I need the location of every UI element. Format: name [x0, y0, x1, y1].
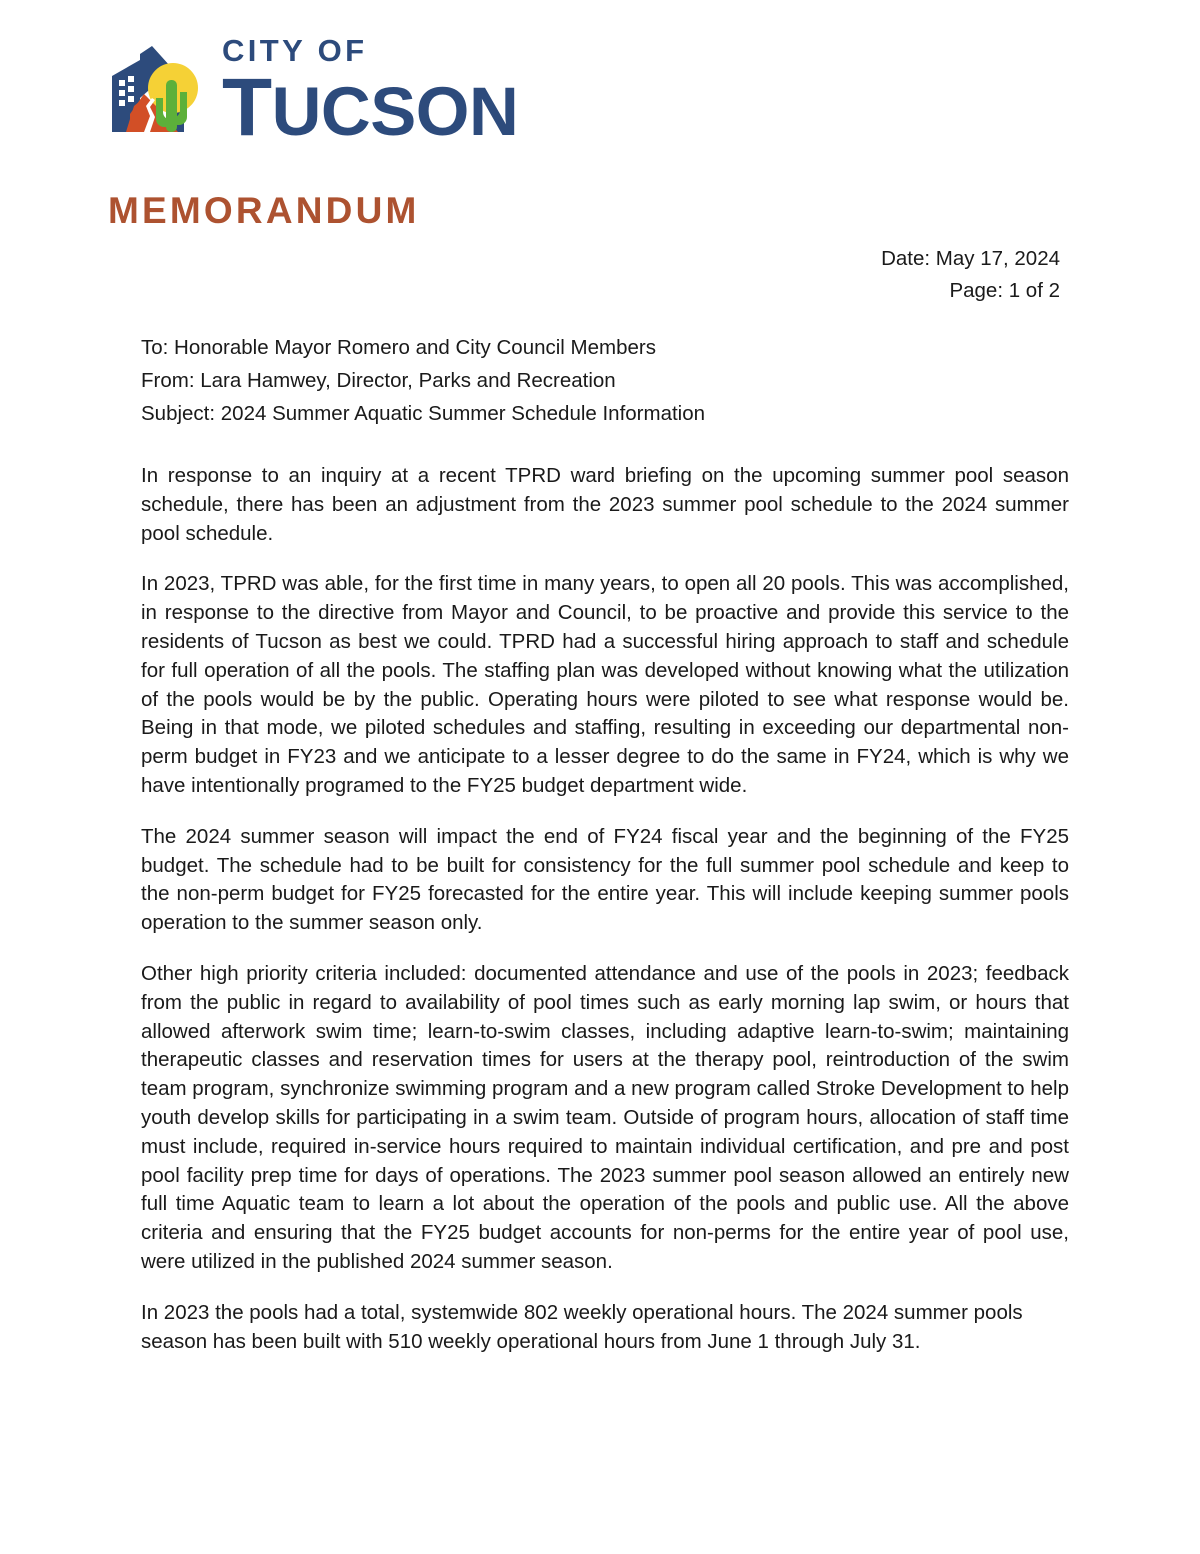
- body-paragraph-1: In response to an inquiry at a recent TPRD ward briefing on the upcoming summer pool season schedule, there has been an adjustment from the 2023 summer pool schedule to the 2024 summer pool schedule.: [141, 464, 1069, 545]
- memo-date: Date: May 17, 2024: [881, 247, 1060, 270]
- date-block: [881, 243, 1060, 308]
- body-paragraph-3: The 2024 summer season will impact the end of FY24 fiscal year and the beginning of the FY25 budget. The schedule had to be built for consistency for the full summer pool schedule and keep to the non-perm budget for FY25 forecasted for the entire year. This will include keeping summer pools operation to the summer season only.: [141, 824, 1069, 935]
- wordmark-tucson: [222, 61, 519, 153]
- memo-subject-line: Subject: 2024 Summer Aquatic Summer Schedule Information: [141, 402, 706, 426]
- page-title: MEMORANDUM: [108, 190, 420, 231]
- wordmark: [222, 33, 519, 153]
- memo-to-line: To: Honorable Mayor Romero and City Council Members: [141, 336, 656, 359]
- memo-from-line: From: Lara Hamwey, Director, Parks and Recreation: [141, 369, 616, 393]
- memo-header-block: [141, 331, 705, 431]
- wordmark-tucson-rest: UCSON: [271, 72, 519, 150]
- memo-body: [141, 462, 1069, 1356]
- wordmark-tucson-cap: T: [222, 61, 272, 153]
- memo-page-number: Page: 1 of 2: [949, 279, 1060, 303]
- city-of-tucson-logo-icon: [100, 36, 208, 144]
- letterhead: [100, 33, 519, 153]
- wordmark-city-of: CITY OF: [222, 33, 368, 68]
- body-paragraph-2: In 2023, TPRD was able, for the first time in many years, to open all 20 pools. This was accomplished, in response to the directive from Mayor and Council, to be proactive and provide this service to the residents of Tucson as best we could. TPRD had a successful hiring approach to staff and schedule for full operation of all the pools. The staffing plan was developed without knowing what the utilization of the pools would be by the public. Operating hours were piloted to see what response would be. Being in that mode, we piloted schedules and staffing, resulting in exceeding our departmental non-perm budget in FY23 and we anticipate to a lesser degree to do the same in FY24, which is why we have intentionally programed to the FY25 budget department wide.: [141, 572, 1069, 797]
- body-paragraph-4: Other high priority criteria included: documented attendance and use of the pools in 2023; feedback from the public in regard to availability of pool times such as early morning lap swim, or hours that allowed afterwork swim time; learn-to-swim classes, including adaptive learn-to-swim; maintaining therapeutic classes and reservation times for users at the therapy pool, reintroduction of the swim team program, synchronize swimming program and a new program called Stroke Development to help youth develop skills for participating in a swim team. Outside of program hours, allocation of staff time must include, required in-service hours required to maintain individual certification, and pre and post pool facility prep time for days of operations. The 2023 summer pool season allowed an entirely new full time Aquatic team to learn a lot about the operation of the pools and public use. All the above criteria and ensuring that the FY25 budget accounts for non-perms for the entire year of pool use, were utilized in the published 2024 summer season.: [141, 961, 1069, 1273]
- body-paragraph-5: In 2023 the pools had a total, systemwide 802 weekly operational hours. The 2024 summer pools season has been built with 510 weekly operational hours from June 1 through July 31.: [141, 1300, 1023, 1353]
